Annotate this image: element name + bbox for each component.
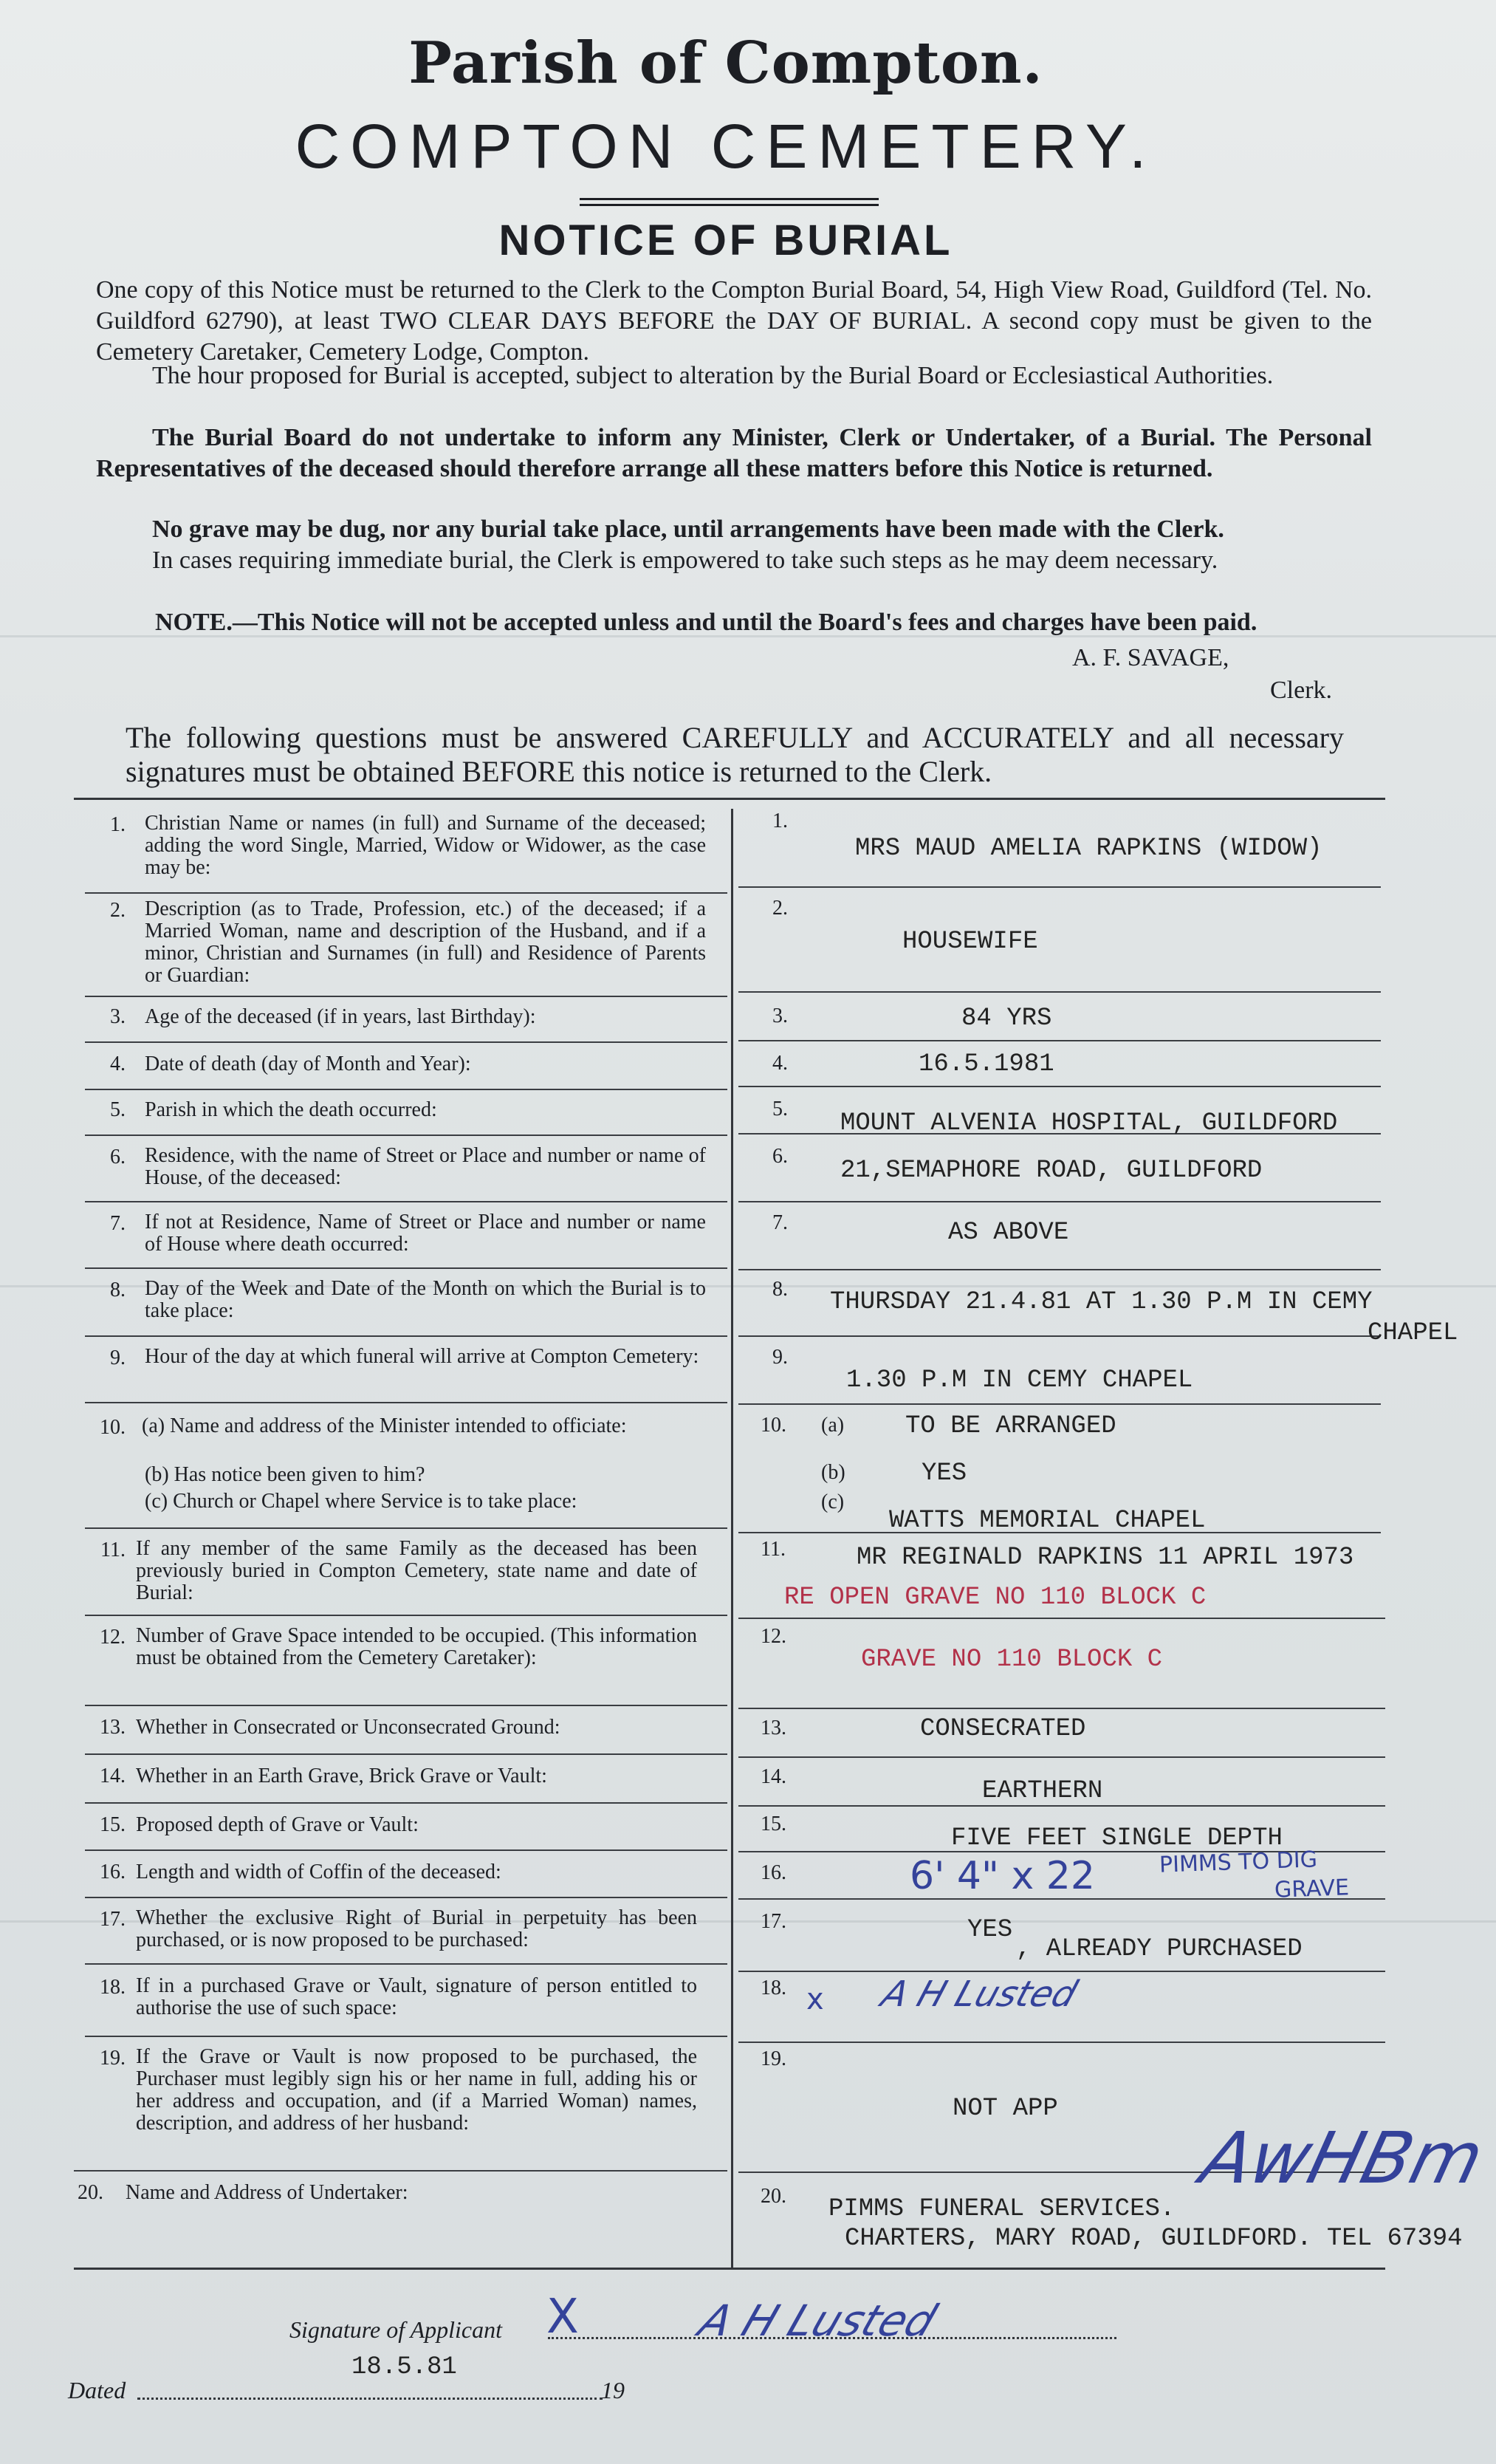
question-number: 17.: [100, 1908, 126, 1931]
answer-date-of-death: 16.5.1981: [919, 1050, 1054, 1078]
answer-rule: [738, 1618, 1385, 1619]
answer-minister: TO BE ARRANGED: [905, 1412, 1116, 1440]
question-number: 19.: [100, 2047, 126, 2070]
row-rule: [85, 1963, 727, 1965]
question-text: Name and Address of Undertaker:: [126, 2181, 408, 2204]
table-divider: [731, 809, 733, 2268]
answer-notice-given: YES: [922, 1459, 967, 1488]
question-text: Number of Grave Space intended to be occupied. (This information must be obtained from the Cemetery Caretaker):: [136, 1624, 697, 1669]
row-rule: [85, 1201, 727, 1202]
answer-grave-type: EARTHERN: [982, 1777, 1103, 1805]
title-rule: [580, 198, 879, 200]
answer-family-burial: MR REGINALD RAPKINS 11 APRIL 1973: [857, 1544, 1354, 1572]
question-text: If not at Residence, Name of Street or Place and number or name of House where death occurred:: [145, 1211, 706, 1256]
answer-number: 7.: [772, 1211, 788, 1234]
answer-number: 13.: [761, 1717, 786, 1739]
answer-right-of-burial: , ALREADY PURCHASED: [1016, 1935, 1303, 1963]
answer-number: 9.: [772, 1346, 788, 1369]
answer-burial-date-cont: CHAPEL: [1368, 1319, 1458, 1347]
answer-number: 5.: [772, 1098, 788, 1120]
row-rule: [85, 1527, 727, 1529]
answer-undertaker-line1: PIMMS FUNERAL SERVICES.: [828, 2195, 1176, 2223]
row-rule: [85, 1897, 727, 1898]
question-text: Parish in which the death occurred:: [145, 1098, 437, 1121]
cemetery-heading: COMPTON CEMETERY.: [295, 112, 1157, 181]
answer-burial-date: THURSDAY 21.4.81 AT 1.30 P.M IN CEMY: [830, 1288, 1373, 1316]
row-rule: [85, 1135, 727, 1136]
answer-sub-c: (c): [821, 1491, 845, 1513]
question-number: 13.: [100, 1716, 126, 1739]
question-number: 2.: [110, 899, 126, 922]
answer-deceased-name: MRS MAUD AMELIA RAPKINS (WIDOW): [855, 835, 1322, 863]
answer-number: 11.: [761, 1538, 786, 1561]
answer-number: 3.: [772, 1005, 788, 1027]
question-text: Christian Name or names (in full) and Surname of the deceased; adding the word Single, Married, Widow or Widower, as the case may be:: [145, 812, 706, 879]
answer-purchaser: NOT APP: [953, 2095, 1058, 2123]
answer-number: 18.: [761, 1977, 786, 1999]
answer-description: HOUSEWIFE: [902, 928, 1038, 956]
answer-arrival-hour: 1.30 P.M IN CEMY CHAPEL: [846, 1366, 1193, 1394]
row-rule: [85, 996, 727, 997]
answer-undertaker-line2: CHARTERS, MARY ROAD, GUILDFORD. TEL 67394: [845, 2225, 1463, 2253]
question-text: Age of the deceased (if in years, last Birthday):: [145, 1005, 536, 1028]
question-number: 6.: [110, 1146, 126, 1168]
notice-title: NOTICE OF BURIAL: [498, 216, 953, 264]
question-text: Proposed depth of Grave or Vault:: [136, 1813, 419, 1836]
undertaker-signature: AwHBm: [1193, 2117, 1492, 2200]
answer-authoriser-x: x: [806, 1982, 824, 2016]
answer-rule: [738, 1269, 1381, 1270]
answer-rule: [738, 1086, 1381, 1087]
year-prefix: 19: [601, 2377, 625, 2403]
instruction-paragraph: The hour proposed for Burial is accepted, subject to alteration by the Burial Board or Ecclesiastical Authorities.: [152, 362, 1274, 389]
signature-x: X: [546, 2290, 579, 2344]
answer-number: 19.: [761, 2047, 786, 2070]
answer-right-of-burial-yes: YES: [967, 1916, 1013, 1944]
answer-residence: 21,SEMAPHORE ROAD, GUILDFORD: [840, 1157, 1263, 1185]
answer-number: 14.: [761, 1765, 786, 1788]
row-rule: [85, 892, 727, 894]
answer-rule: [738, 1756, 1385, 1758]
answer-chapel: WATTS MEMORIAL CHAPEL: [889, 1507, 1206, 1535]
answer-number: 15.: [761, 1813, 786, 1835]
answer-number: 12.: [761, 1625, 786, 1648]
answer-consecrated: CONSECRATED: [920, 1715, 1086, 1743]
question-number: 18.: [100, 1976, 126, 1999]
row-rule: [85, 1267, 727, 1269]
question-number: 4.: [110, 1053, 126, 1075]
question-text: If any member of the same Family as the deceased has been previously buried in Compton Cemetery, state name and date of Burial:: [136, 1537, 697, 1604]
dated-label: Dated: [68, 2377, 126, 2403]
answer-number: 1.: [772, 810, 788, 832]
question-text: (a) Name and address of the Minister intended to officiate:: [142, 1414, 627, 1437]
answer-rule: [738, 2042, 1385, 2043]
row-rule: [85, 1041, 727, 1043]
instruction-paragraph-bold: The Burial Board do not undertake to inform any Minister, Clerk or Undertaker, of a Burial. The Personal Representatives of the deceased should therefore arrange all these matters before this Notice is returned.: [96, 424, 1372, 482]
answer-coffin-size: 6' 4" x 22: [910, 1854, 1095, 1898]
answer-rule: [738, 1403, 1381, 1405]
answer-number: 17.: [761, 1910, 786, 1933]
answer-number: 20.: [761, 2185, 786, 2208]
answer-coffin-note: PIMMS TO DIG: [1159, 1847, 1318, 1878]
row-rule: [85, 1402, 727, 1403]
answer-coffin-note: GRAVE: [1274, 1875, 1350, 1903]
question-number: 20.: [78, 2181, 103, 2204]
question-text: Whether in an Earth Grave, Brick Grave or Vault:: [136, 1765, 547, 1787]
answer-rule: [738, 991, 1381, 993]
answer-parish: MOUNT ALVENIA HOSPITAL, GUILDFORD: [840, 1109, 1338, 1137]
table-bottom-rule: [74, 2268, 1385, 2270]
question-text: Whether in Consecrated or Unconsecrated Ground:: [136, 1716, 560, 1739]
answer-family-burial-grave: RE OPEN GRAVE NO 110 BLOCK C: [784, 1584, 1207, 1612]
parish-heading: Parish of Compton.: [408, 30, 1043, 97]
question-number: 15.: [100, 1813, 126, 1836]
question-number: 7.: [110, 1212, 126, 1235]
question-number: 3.: [110, 1005, 126, 1028]
question-text: (b) Has notice been given to him?: [145, 1463, 425, 1486]
answer-rule: [738, 886, 1381, 888]
answer-age: 84 YRS: [961, 1005, 1052, 1033]
answer-authoriser-signature: A H Lusted: [876, 1974, 1082, 2015]
question-number: 5.: [110, 1098, 126, 1121]
answer-number: 4.: [772, 1052, 788, 1075]
title-rule: [580, 204, 879, 206]
question-number: 12.: [100, 1626, 126, 1649]
row-rule: [85, 1802, 727, 1804]
row-rule: [85, 1705, 727, 1706]
question-number: 1.: [110, 813, 126, 836]
question-number: 14.: [100, 1765, 126, 1787]
answer-number: 16.: [761, 1861, 786, 1884]
question-text: Length and width of Coffin of the deceased:: [136, 1861, 501, 1883]
answer-sub-a: (a): [821, 1414, 845, 1437]
answer-depth: FIVE FEET SINGLE DEPTH: [951, 1824, 1283, 1852]
question-number: 11.: [100, 1539, 126, 1561]
question-number: 10.: [100, 1416, 126, 1439]
row-rule: [85, 1849, 727, 1851]
answer-rule: [738, 1708, 1385, 1709]
instruction-paragraph: One copy of this Notice must be returned to the Clerk to the Compton Burial Board, 54, High View Road, Guildford (Tel. No. Guildford 62790), at least TWO CLEAR DAYS BEFORE the DAY OF BURIAL. A second copy must be given to the Cemetery Caretaker, Cemetery Lodge, Compton.: [96, 276, 1372, 366]
answer-sub-b: (b): [821, 1461, 845, 1484]
clerk-title: Clerk.: [1270, 677, 1333, 704]
clerk-name: A. F. SAVAGE,: [1072, 644, 1229, 671]
applicant-signature: A H Lusted: [692, 2296, 944, 2346]
row-rule: [85, 1089, 727, 1090]
answer-rule: [738, 1201, 1381, 1202]
question-text: Hour of the day at which funeral will arrive at Compton Cemetery:: [145, 1345, 699, 1368]
signature-label: Signature of Applicant: [289, 2316, 502, 2343]
answer-number: 10.: [761, 1414, 786, 1437]
answer-rule: [738, 1335, 1381, 1337]
intro-text: The following questions must be answered CAREFULLY and ACCURATELY and all necessary signatures must be obtained BEFORE this notice is returned to the Clerk.: [126, 721, 1344, 788]
answer-grave-space: GRAVE NO 110 BLOCK C: [861, 1646, 1163, 1674]
question-text: Whether the exclusive Right of Burial in perpetuity has been purchased, or is now proposed to be purchased:: [136, 1906, 697, 1951]
row-rule: [85, 1335, 727, 1337]
question-number: 9.: [110, 1346, 126, 1369]
question-text: If the Grave or Vault is now proposed to be purchased, the Purchaser must legibly sign his or her name in full, adding his or her address and occupation, and (if a Married Woman) names, description, and address of her husband:: [136, 2045, 697, 2135]
question-text: Day of the Week and Date of the Month on which the Burial is to take place:: [145, 1277, 706, 1322]
table-top-rule: [74, 798, 1385, 800]
answer-place-of-death: AS ABOVE: [948, 1219, 1069, 1247]
question-text: Date of death (day of Month and Year):: [145, 1053, 471, 1075]
dated-value: 18.5.81: [351, 2353, 457, 2381]
instruction-paragraph: In cases requiring immediate burial, the Clerk is empowered to take such steps as he may deem necessary.: [152, 547, 1218, 574]
question-text: Residence, with the name of Street or Place and number or name of House, of the deceased:: [145, 1144, 706, 1189]
dated-line: [137, 2398, 603, 2400]
question-text: Description (as to Trade, Profession, etc.) of the deceased; if a Married Woman, name and description of the Husband, and if a minor, Christian and Surnames (in full) and Residence of Parents or Guardian:: [145, 897, 706, 987]
row-rule: [74, 2170, 727, 2172]
row-rule: [85, 1753, 727, 1755]
instruction-paragraph-bold: No grave may be dug, nor any burial take place, until arrangements have been made with the Clerk.: [152, 516, 1224, 543]
answer-rule: [738, 1805, 1385, 1807]
question-number: 8.: [110, 1279, 126, 1301]
note-paragraph: NOTE.—This Notice will not be accepted unless and until the Board's fees and charges have been paid.: [155, 609, 1257, 636]
question-text: If in a purchased Grave or Vault, signature of person entitled to authorise the use of such space:: [136, 1974, 697, 2019]
answer-number: 8.: [772, 1278, 788, 1301]
answer-rule: [738, 1040, 1381, 1041]
answer-number: 6.: [772, 1145, 788, 1168]
answer-rule: [738, 1971, 1385, 1972]
question-text: (c) Church or Chapel where Service is to take place:: [145, 1490, 577, 1513]
row-rule: [85, 2036, 727, 2037]
row-rule: [85, 1615, 727, 1616]
question-number: 16.: [100, 1861, 126, 1883]
answer-number: 2.: [772, 897, 788, 920]
